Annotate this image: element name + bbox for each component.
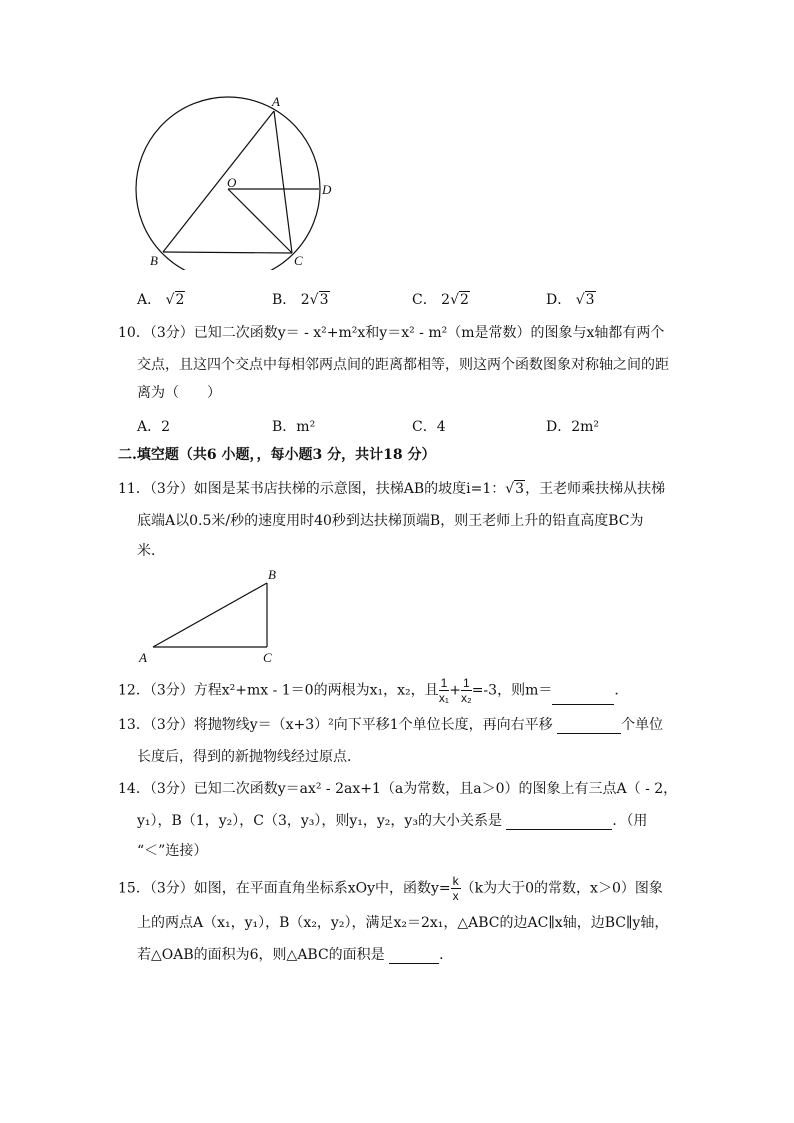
label-a: A bbox=[272, 94, 280, 109]
circle-triangle-figure bbox=[130, 90, 340, 270]
q9-option-b[interactable]: B． 2√ 3 bbox=[272, 292, 329, 308]
q11-line1: 11．（3分）如图是某书店扶梯的示意图，扶梯AB的坡度i=1：√ 3 ，王老师乘扶梯从扶梯 bbox=[118, 481, 666, 497]
fraction-1-over-x2: $\frac{1}{\text{x₂}}$ bbox=[461, 676, 472, 705]
section-2-heading: 二.填空题（共6 小题，，每小题3 分，共计18 分） bbox=[118, 447, 436, 463]
sqrt-icon: √ bbox=[309, 292, 319, 308]
q12-line: 12．（3分）方程x²+mx - 1＝0的两根为x₁，x₂，且 $\frac{1}{\text{x₁}}$ + $\frac{1}{\text{x₂}}$ =-3，则m＝ ． bbox=[118, 676, 629, 705]
q11-line2: 底端A以0.5米/秒的速度用时40秒到达扶梯顶端B，则王老师上升的铅直高度BC为 bbox=[137, 513, 644, 529]
answer-blank[interactable] bbox=[552, 690, 614, 705]
segment-ab bbox=[163, 111, 274, 252]
q10-line1: 10．（3分）已知二次函数y＝ - x²+m²x和y＝x² - m²（m是常数）的图象与x轴都有两个 bbox=[118, 325, 665, 341]
segment-bc bbox=[163, 252, 292, 253]
q9-option-c[interactable]: C． 2√ 2 bbox=[412, 292, 469, 308]
q15-line1: 15．（3分）如图，在平面直角坐标系xOy中，函数y= $\frac{k}{x}$ （k为大于0的常数，x＞0）图象 bbox=[118, 874, 663, 903]
segment-oc bbox=[228, 189, 292, 253]
q14-line2: y₁），B（1，y₂），C（3，y₃），则y₁，y₂，y₃的大小关系是 ．（用 bbox=[137, 813, 648, 829]
q14-line3: “＜”连接） bbox=[137, 843, 208, 859]
label-o: O bbox=[227, 175, 237, 190]
segment-ab bbox=[153, 583, 267, 647]
q15-line3: 若△OAB的面积为6，则△ABC的面积是 ． bbox=[137, 947, 454, 963]
label-d: D bbox=[322, 182, 332, 197]
label-c: C bbox=[263, 650, 272, 665]
q15-line2: 上的两点A（x₁，y₁），B（x₂，y₂），满足x₂＝2x₁，△ABC的边AC∥x轴，边BC∥y轴， bbox=[137, 915, 669, 931]
q13-line1: 13．（3分）将抛物线y＝（x+3）²向下平移1个单位长度，再向右平移 个单位 bbox=[118, 717, 664, 733]
q10-line3: 离为（ ） bbox=[137, 385, 221, 401]
label-b: B bbox=[268, 567, 276, 582]
q10-option-c[interactable]: C．4 bbox=[412, 419, 446, 435]
sqrt-icon: √ bbox=[575, 292, 585, 308]
q13-line2: 长度后，得到的新抛物线经过原点． bbox=[137, 749, 361, 765]
q9-option-d[interactable]: D． √ 3 bbox=[546, 292, 595, 308]
q10-option-a[interactable]: A．2 bbox=[137, 419, 171, 435]
answer-blank[interactable] bbox=[506, 815, 612, 830]
label-a: A bbox=[139, 650, 147, 665]
q10-option-b[interactable]: B．m² bbox=[272, 419, 316, 435]
fraction-k-over-x: $\frac{k}{x}$ bbox=[452, 874, 459, 903]
fraction-1-over-x1: $\frac{1}{\text{x₁}}$ bbox=[438, 676, 449, 705]
q9-option-a[interactable]: A． √ 2 bbox=[137, 292, 185, 308]
q11-line3: 米． bbox=[137, 543, 165, 559]
answer-blank[interactable] bbox=[557, 719, 621, 734]
sqrt-icon: √ bbox=[165, 292, 175, 308]
sqrt-icon: √ bbox=[450, 292, 460, 308]
sqrt-icon: √ bbox=[505, 481, 515, 497]
q10-option-d[interactable]: D．2m² bbox=[546, 419, 600, 435]
segment-ac bbox=[274, 111, 292, 253]
label-b: B bbox=[150, 253, 158, 268]
label-c: C bbox=[294, 253, 303, 268]
escalator-triangle-figure bbox=[135, 565, 285, 667]
answer-blank[interactable] bbox=[389, 949, 439, 964]
q10-line2: 交点，且这四个交点中每相邻两点间的距离都相等，则这两个函数图象对称轴之间的距 bbox=[137, 357, 669, 373]
q14-line1: 14．（3分）已知二次函数y＝ax² - 2ax+1（a为常数，且a＞0）的图象上有三点A（ - 2， bbox=[118, 781, 678, 797]
